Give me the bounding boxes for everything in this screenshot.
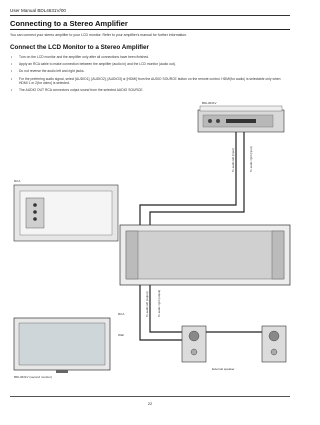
step-list (10, 55, 288, 95)
amplifier-cables (140, 132, 244, 225)
monitor-caption: BDL4631V (second monitor) (14, 375, 52, 379)
stereo-amplifier-device (198, 106, 284, 132)
title-divider (10, 29, 290, 30)
label-to-left-audio: To audio left (input) (231, 148, 235, 172)
speaker-caption: External speaker (212, 367, 235, 371)
monitor-rear-panel (14, 185, 118, 241)
label-wall: Wall (118, 333, 124, 337)
step-item: • Turn on the LCD monitor and the amplifier only after all connections have been finished. (10, 55, 288, 59)
second-monitor-front (14, 318, 110, 373)
label-audio-left-out: To audio left (output) (145, 291, 149, 317)
header-divider (10, 15, 290, 16)
subsection-title: Connect the LCD Monitor to a Stereo Amplifier (10, 44, 150, 51)
label-rca-1: RCA (14, 179, 21, 183)
amplifier-label: BDL4631V (202, 101, 217, 105)
footer-divider (10, 396, 290, 397)
section-title: Connecting to a Stereo Amplifier (10, 19, 128, 28)
step-item: • Apply an RCA cable to make connection between the amplifier (audio in) and the LCD monitor (audio out). (10, 62, 288, 66)
step-item: • Do not reverse the audio left and right jacks. (10, 69, 288, 73)
label-to-right-audio: To audio right (input) (249, 146, 253, 172)
step-item: • The AUDIO OUT RCA connectors output sound from the selected AUDIO SOURCE. (10, 88, 288, 92)
step-item: • For the preferring audio signal, select [AUDIO1], [AUDIO2], [AUDIO3] or [HDMI] from the AUDIO SOURCE button on the remote control. HDMI(for audio) is selectable only when HDMI 1 or 2(for video) is selected. (10, 77, 288, 86)
section-intro: You can connect your stereo amplifier to your LCD monitor. Refer to your amplifier's manual for further information. (10, 33, 188, 37)
wall-monitor (120, 225, 290, 285)
manual-title: User Manual BDL4631V/00 (10, 8, 66, 13)
label-audio-right-out: To audio right (output) (157, 289, 161, 317)
connection-diagram (0, 100, 300, 390)
label-rca-2: RCA (118, 312, 125, 316)
page-number: 22 (147, 401, 153, 406)
